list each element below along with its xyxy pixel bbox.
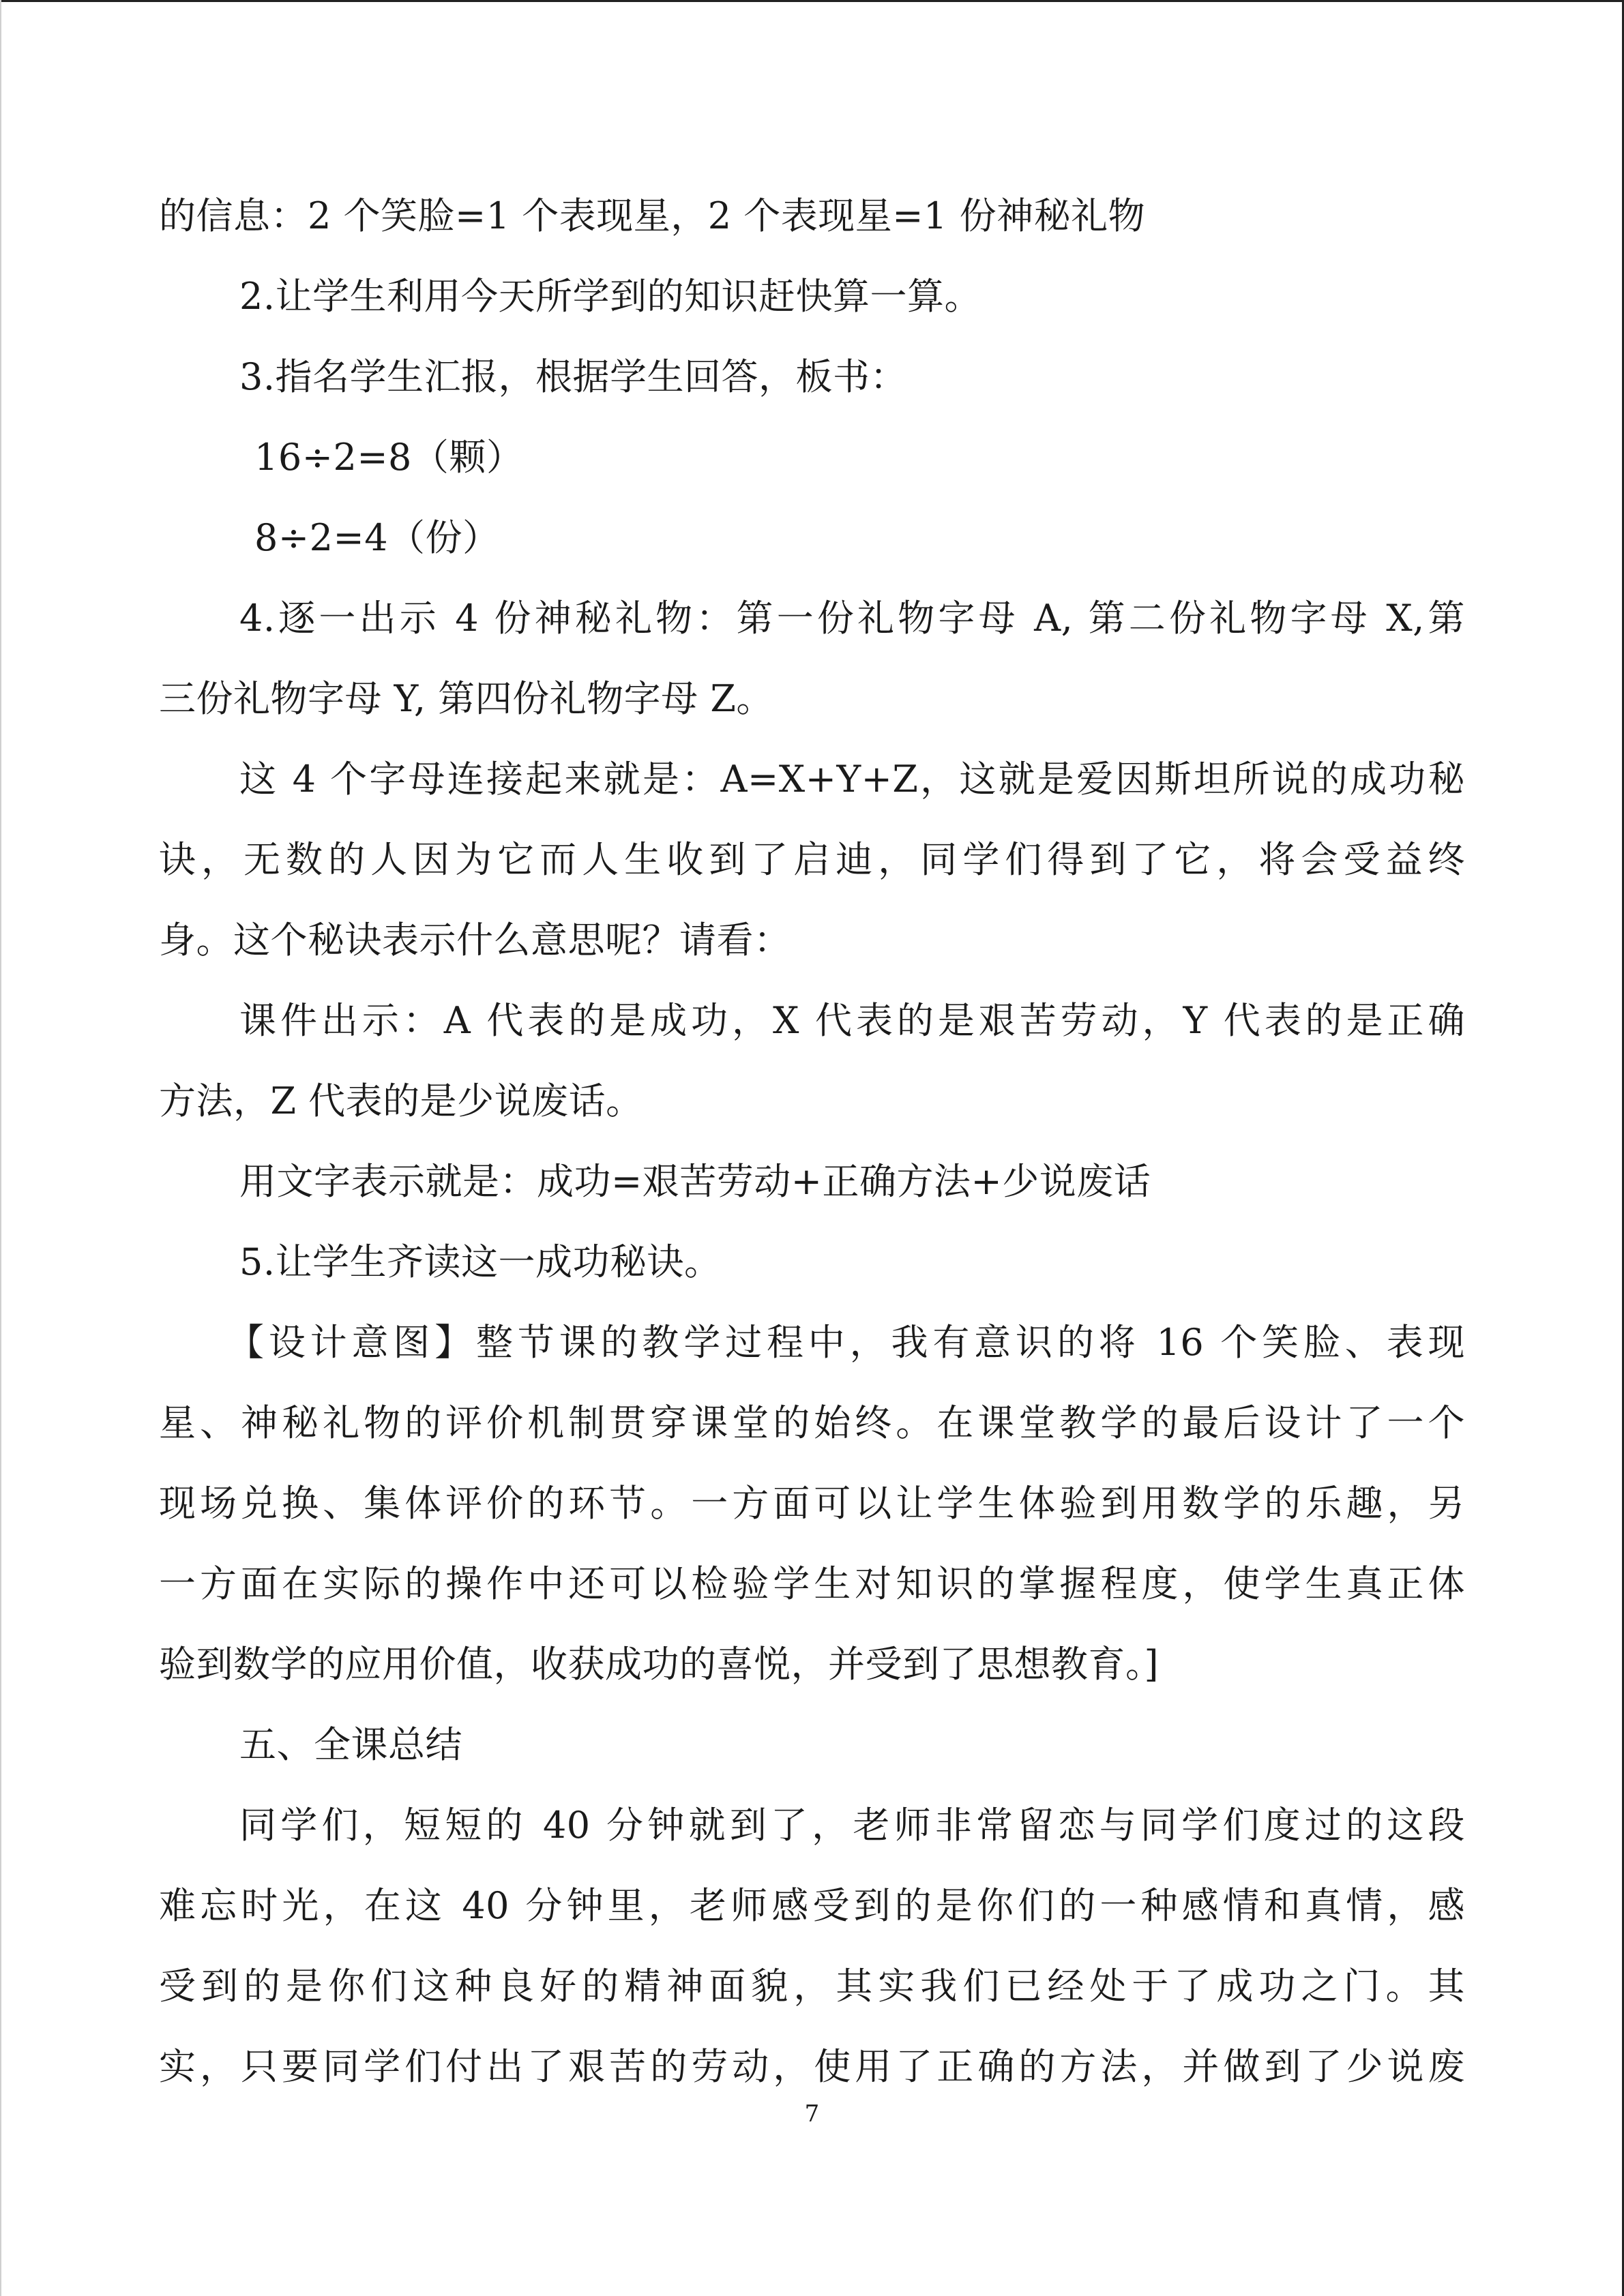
text-line: 2.让学生利用今天所学到的知识赶快算一算。 bbox=[239, 275, 982, 318]
text-line: 难忘时光，在这 40 分钟里，老师感受到的是你们的一种感情和真情，感 bbox=[159, 1884, 1465, 1927]
text-line: 这 4 个字母连接起来就是：A=X+Y+Z，这就是爱因斯坦所说的成功秘 bbox=[239, 758, 1465, 801]
text-line: 诀，无数的人因为它而人生收到了启迪，同学们得到了它，将会受益终 bbox=[159, 838, 1465, 881]
text-line: 方法，Z 代表的是少说废话。 bbox=[159, 1079, 643, 1122]
page-border-top bbox=[0, 0, 1624, 2]
text-line: 3.指名学生汇报，根据学生回答，板书： bbox=[239, 355, 908, 398]
design-intent-line: 【设计意图】整节课的教学过程中，我有意识的将 16 个笑脸、表现 bbox=[227, 1321, 1465, 1364]
page-border-left bbox=[0, 0, 1, 2296]
equation-line: 8÷2=4（份） bbox=[254, 516, 500, 559]
text-line: 星、神秘礼物的评价机制贯穿课堂的始终。在课堂教学的最后设计了一个 bbox=[159, 1401, 1465, 1444]
text-line: 同学们，短短的 40 分钟就到了，老师非常留恋与同学们度过的这段 bbox=[239, 1804, 1465, 1847]
text-line: 身。这个秘诀表示什么意思呢？请看： bbox=[159, 919, 791, 961]
text-line: 用文字表示就是：成功=艰苦劳动+正确方法+少说废话 bbox=[239, 1160, 1151, 1203]
text-line: 4.逐一出示 4 份神秘礼物：第一份礼物字母 A, 第二份礼物字母 X,第 bbox=[239, 597, 1465, 640]
document-body bbox=[159, 176, 1465, 2107]
text-line: 验到数学的应用价值，收获成功的喜悦，并受到了思想教育。] bbox=[159, 1643, 1160, 1686]
text-line: 一方面在实际的操作中还可以检验学生对知识的掌握程度，使学生真正体 bbox=[159, 1562, 1465, 1605]
text-line: 三份礼物字母 Y, 第四份礼物字母 Z。 bbox=[159, 677, 773, 720]
text-line: 5.让学生齐读这一成功秘诀。 bbox=[239, 1240, 722, 1283]
text-line: 实，只要同学们付出了艰苦的劳动，使用了正确的方法，并做到了少说废 bbox=[159, 2045, 1465, 2088]
text-line: 现场兑换、集体评价的环节。一方面可以让学生体验到用数学的乐趣，另 bbox=[159, 1482, 1465, 1525]
equation-line: 16÷2=8（颗） bbox=[254, 436, 524, 479]
text-line: 的信息：2 个笑脸=1 个表现星，2 个表现星=1 份神秘礼物 bbox=[159, 194, 1146, 237]
page-number: 7 bbox=[804, 2100, 820, 2128]
text-line: 受到的是你们这种良好的精神面貌，其实我们已经处于了成功之门。其 bbox=[159, 1965, 1465, 2008]
section-heading: 五、全课总结 bbox=[239, 1723, 462, 1766]
text-line: 课件出示：A 代表的是成功，X 代表的是艰苦劳动，Y 代表的是正确 bbox=[239, 999, 1465, 1042]
